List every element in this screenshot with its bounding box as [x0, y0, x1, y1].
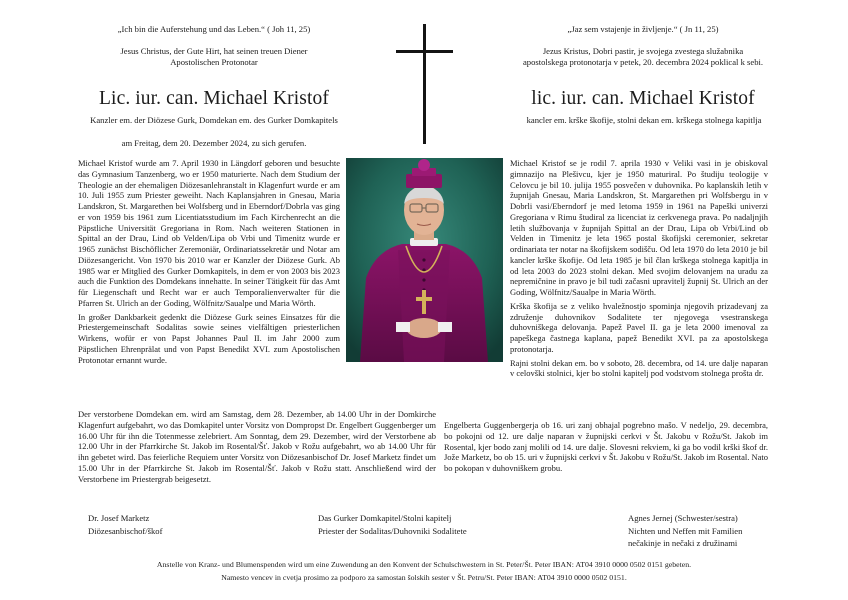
right-quote: „Jaz sem vstajenje in življenje.“ ( Jn 11, 25)	[567, 24, 719, 34]
signature-chapter	[318, 512, 467, 537]
right-gratitude-paragraph: Krška škofija se z veliko hvaležnostjo spominja njegovih prizadevanj za združenje duhovnikov Sodalitete ter njegovega vsestranskega duhovniškega delovanja. Papež Pavel II. ga je leta 2000 imenoval za papeškega častnega kaplana, papež Benedikt XVI. pa za apostolskega protonotarja.	[510, 300, 768, 354]
right-funeral-paragraph-top: Rajni stolni dekan em. bo v soboto, 28. decembra, od 14. ure dalje naparan v celovški stolnici, kjer bo stolni kapitelj pod vodstvom stolnega prošta dr.	[510, 357, 768, 379]
footer-donation-sl: Namesto vencev in cvetja prosimo za podporo za samostan šolskih sester v Št. Petru/St. Peter IBAN: AT04 3910 0000 0502 0151.	[221, 573, 627, 582]
left-title: Kanzler em. der Diözese Gurk, Domdekan em. des Gurker Domkapitels	[90, 115, 338, 125]
signature-name: Das Gurker Domkapitel/Stolni kapitelj	[318, 513, 452, 523]
signature-role-sl: nečakinje in nečaki z družinami	[628, 538, 738, 548]
left-deceased-name: Lic. iur. can. Michael Kristof	[99, 88, 329, 109]
portrait-drawing	[346, 158, 503, 362]
priest-portrait-photo	[346, 158, 503, 362]
left-intro-line-2: Apostolischen Protonotar	[170, 57, 258, 68]
right-intro	[481, 46, 805, 68]
signature-role: Diözesanbischof/škof	[88, 525, 163, 536]
left-bio-paragraph: Michael Kristof wurde am 7. April 1930 in Längdorf geboren und besuchte das Gymnasium Tanzenberg, wo er 1950 maturierte. Nach dem Studium der Theologie an der ehemaligen Diözesanlehranstalt in Klagenfurt wurde er am 10. Juli 1955 zum Priester geweiht. Nach Kaplansjahren in Gnesau, Maria Landskron, St. Margarethen bei Wolfsberg und in Eberndorf/Dobrla vas ging er von 1959 bis 1961 zum Licentiatsstudium im Fach Kirchenrecht an die Päpstliche Universität Gregoriana in Rom. Nach weiteren Stationen in Spittal an der Drau, Lind ob Velden/Lipa ob Vrbi und Timenitz wurde er 1965 zunächst Bischöflicher Zeremoniär, Ordinariatssekretär und Notar am Diözesangericht. Von 1970 bis 2010 war er Kanzler der Diözese Gurk. Ab 1985 war er Mitglied des Gurker Domkapitels, in dem er von 2003 bis 2023 auch die Funktion des Domdekans innehatte. In seiner Tätigkeit für das Amt für Liegenschaft und Recht war er auch Temporalienverwalter für die Pfarren St. Ulrich an der Goding, Wölfnitz/Saualpe und Maria Wörth.	[78, 158, 340, 308]
left-funeral-paragraph: Der verstorbene Domdekan em. wird am Samstag, dem 28. Dezember, ab 14.00 Uhr in der Domkirche Klagenfurt aufgebahrt, wo das Domkapitel unter Vorsitz von Dompropst Dr. Engelbert Guggenberger um 16.00 Uhr für ihn die Totenmesse zelebriert. Am Sonntag, dem 29. Dezember, wird der Verstorbene ab 12.00 Uhr in der Pfarrkirche St. Jakob im Rosental/Šť. Jakob v Rožu aufgebahrt, wo ab 14.00 Uhr für ihn gebetet wird. Das feierliche Requiem unter Vorsitz von Diözesanbischof Dr. Josef Marketz findet um 15.00 Uhr in der Pfarrkirche St. Jakob im Rosental/Šť. Jakob v Rožu statt. Anschließend wird der Verstorbene im Priestergrab beigesetzt.	[78, 409, 436, 484]
signature-name: Agnes Jernej (Schwester/sestra)	[628, 513, 738, 523]
right-title: kancler em. krške škofije, stolni dekan em. krškega stolnega kapitlja	[526, 115, 762, 125]
left-biography	[78, 158, 340, 365]
right-funeral-paragraph-rest: Engelberta Guggenbergerja ob 16. uri zanj obhajal pogrebno mašo. V nedeljo, 29. decembra, bo pokojni od 12. ure dalje naparan v župnijski cerkvi v Št. Jakobu v Rožu/St. Jakob im Rosental, kjer bodo zanj molili od 14. ure dalje. Slovesni rekviem, ki ga bo vodil krški škof dr. Jože Marketz, bo ob 15. uri v župnijski cerkvi v Št. Jakobu v Rožu/St. Jakob im Rosental. Nato bo pokopan v duhovniškem grobu.	[444, 420, 768, 473]
left-gratitude-paragraph: In großer Dankbarkeit gedenkt die Diözese Gurk seines Einsatzes für die Priestergemeinschaft Sodalitas sowie seines vielfältigen priesterlichen Wirkens, wofür er von Papst Johannes Paul II. im Jahr 2000 zum Päpstlichen Ehrenprälat und von Papst Benedikt XVI. zum Apostolischen Protonotar ernannt wurde.	[78, 311, 340, 365]
signature-name: Dr. Josef Marketz	[88, 513, 150, 523]
right-deceased-name: lic. iur. can. Michael Kristof	[531, 88, 755, 109]
left-date-line: am Freitag, dem 20. Dezember 2024, zu sich gerufen.	[121, 138, 307, 148]
right-intro-line-1: Jezus Kristus, Dobri pastir, je svojega zvestega služabnika	[542, 46, 744, 56]
right-intro-line-2: apostolskega protonotarja v petek, 20. decembra 2024 poklical k sebi.	[522, 57, 764, 68]
signature-role: Priester der Sodalitas/Duhovniki Sodalitete	[318, 525, 467, 536]
left-quote: „Ich bin die Auferstehung und das Leben.“ ( Joh 11, 25)	[117, 24, 311, 34]
signature-role: Nichten und Neffen mit Familien	[628, 525, 743, 536]
left-intro	[76, 46, 352, 68]
left-intro-line-1: Jesus Christus, der Gute Hirt, hat seinen treuen Diener	[120, 46, 308, 56]
footer-donation-de: Anstelle von Kranz- und Blumenspenden wird um eine Zuwendung an den Konvent der Schulschwestern in St. Peter/Št. Peter IBAN: AT04 3910 0000 0502 0151 gebeten.	[156, 560, 692, 569]
right-bio-paragraph: Michael Kristof se je rodil 7. aprila 1930 v Veliki vasi in je obiskoval gimnazijo na Plešivcu, kjer je 1950 maturiral. Po študiju teologije v Celovcu je bil 10. julija 1955 posvečen v duhovnika. Po kaplanskih letih v župnijah Gnesau, Maria Landskron, St. Margarethen pri Wolfsbergu in v Dobrli vasi/Eberndorf je med letoma 1959 in 1961 na Papeški univerzi Gregoriana v Rimu študiral za licenciat iz cerkvenega prava. Po nadaljnjih letih službovanja v župnijah Spittal an der Drau, Lipa ob Vrbi/Lind ob Velden in Timenitz je leta 1965 postal škofijski ceremonier, sekretar ordinariata ter notar na škofijskem sodišču. Od leta 1970 do leta 2010 je bil kancler krške škofije. Od leta 1985 je bil član krškega stolnega kapitlja in od leta 2003 do 2023 stolni dekan. Med svojim delovanjem na uradu za nepremičnine in pravo je bil tudi začasni upravitelj župnij St. Ulrich an der Goding, Wölfnitz/Saualpe in Maria Wörth.	[510, 158, 768, 297]
signature-family	[628, 512, 742, 550]
signature-bishop	[88, 512, 162, 537]
right-biography	[510, 158, 768, 379]
